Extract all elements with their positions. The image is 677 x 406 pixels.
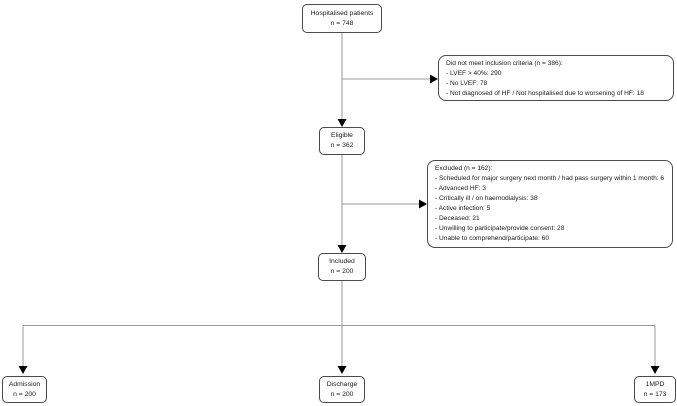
arrowhead-into-not-met: [430, 75, 438, 84]
node-discharge: [319, 376, 365, 403]
annotation-title: Excluded (n = 162):: [435, 165, 493, 172]
annotation-item: - Deceased: 21: [435, 215, 480, 222]
arrowhead-into-eligible: [338, 119, 347, 127]
annotation-item: - Critically ill / on haemodialysis: 38: [435, 195, 538, 202]
arrowhead-into-admission: [19, 366, 28, 374]
annotation-title: Did not meet inclusion criteria (n = 386):: [446, 60, 563, 67]
arrowhead-into-excluded: [419, 200, 427, 209]
arrowhead-into-1mpd: [651, 366, 660, 374]
node-included: [318, 253, 366, 281]
annotation-item: - Active infection: 5: [435, 205, 491, 212]
node-1mpd: [634, 376, 676, 403]
annotation-item: - Not diagnosed of HF / Not hospitalised due to worsening of HF: 18: [446, 90, 644, 97]
arrowhead-into-included: [338, 245, 347, 253]
annotation-item: - No LVEF: 78: [446, 80, 488, 87]
node-excluded: [427, 160, 673, 248]
node-eligible: [319, 127, 365, 155]
annotation-item: - Advanced HF: 3: [435, 185, 486, 192]
node-label: Eligible: [331, 132, 353, 139]
arrowhead-into-discharge: [338, 366, 347, 374]
node-hospitalised-patients: [302, 4, 382, 33]
node-count: n = 173: [643, 390, 667, 398]
annotation-item: - Unwilling to participate/provide consent: 28: [435, 225, 565, 232]
node-label: Discharge: [326, 380, 358, 388]
node-count: n = 200: [13, 390, 36, 398]
node-label: Admission: [8, 380, 41, 388]
node-count: n = 362: [330, 142, 354, 149]
node-label: Hospitalised patients: [310, 9, 374, 17]
annotation-item: - Scheduled for major surgery next month / had pass surgery within 1 month: 6: [435, 175, 665, 182]
node-count: n = 748: [330, 19, 354, 27]
node-label: Included: [329, 258, 355, 265]
node-did-not-meet-criteria: [438, 55, 674, 101]
annotation-item: - LVEF > 40%: 290: [446, 70, 502, 77]
annotation-item: - Unable to comprehend/participate: 60: [435, 235, 549, 242]
node-admission: [2, 376, 47, 403]
node-count: n = 200: [330, 268, 354, 275]
node-label: 1MPD: [645, 380, 665, 388]
node-count: n = 200: [330, 390, 354, 398]
